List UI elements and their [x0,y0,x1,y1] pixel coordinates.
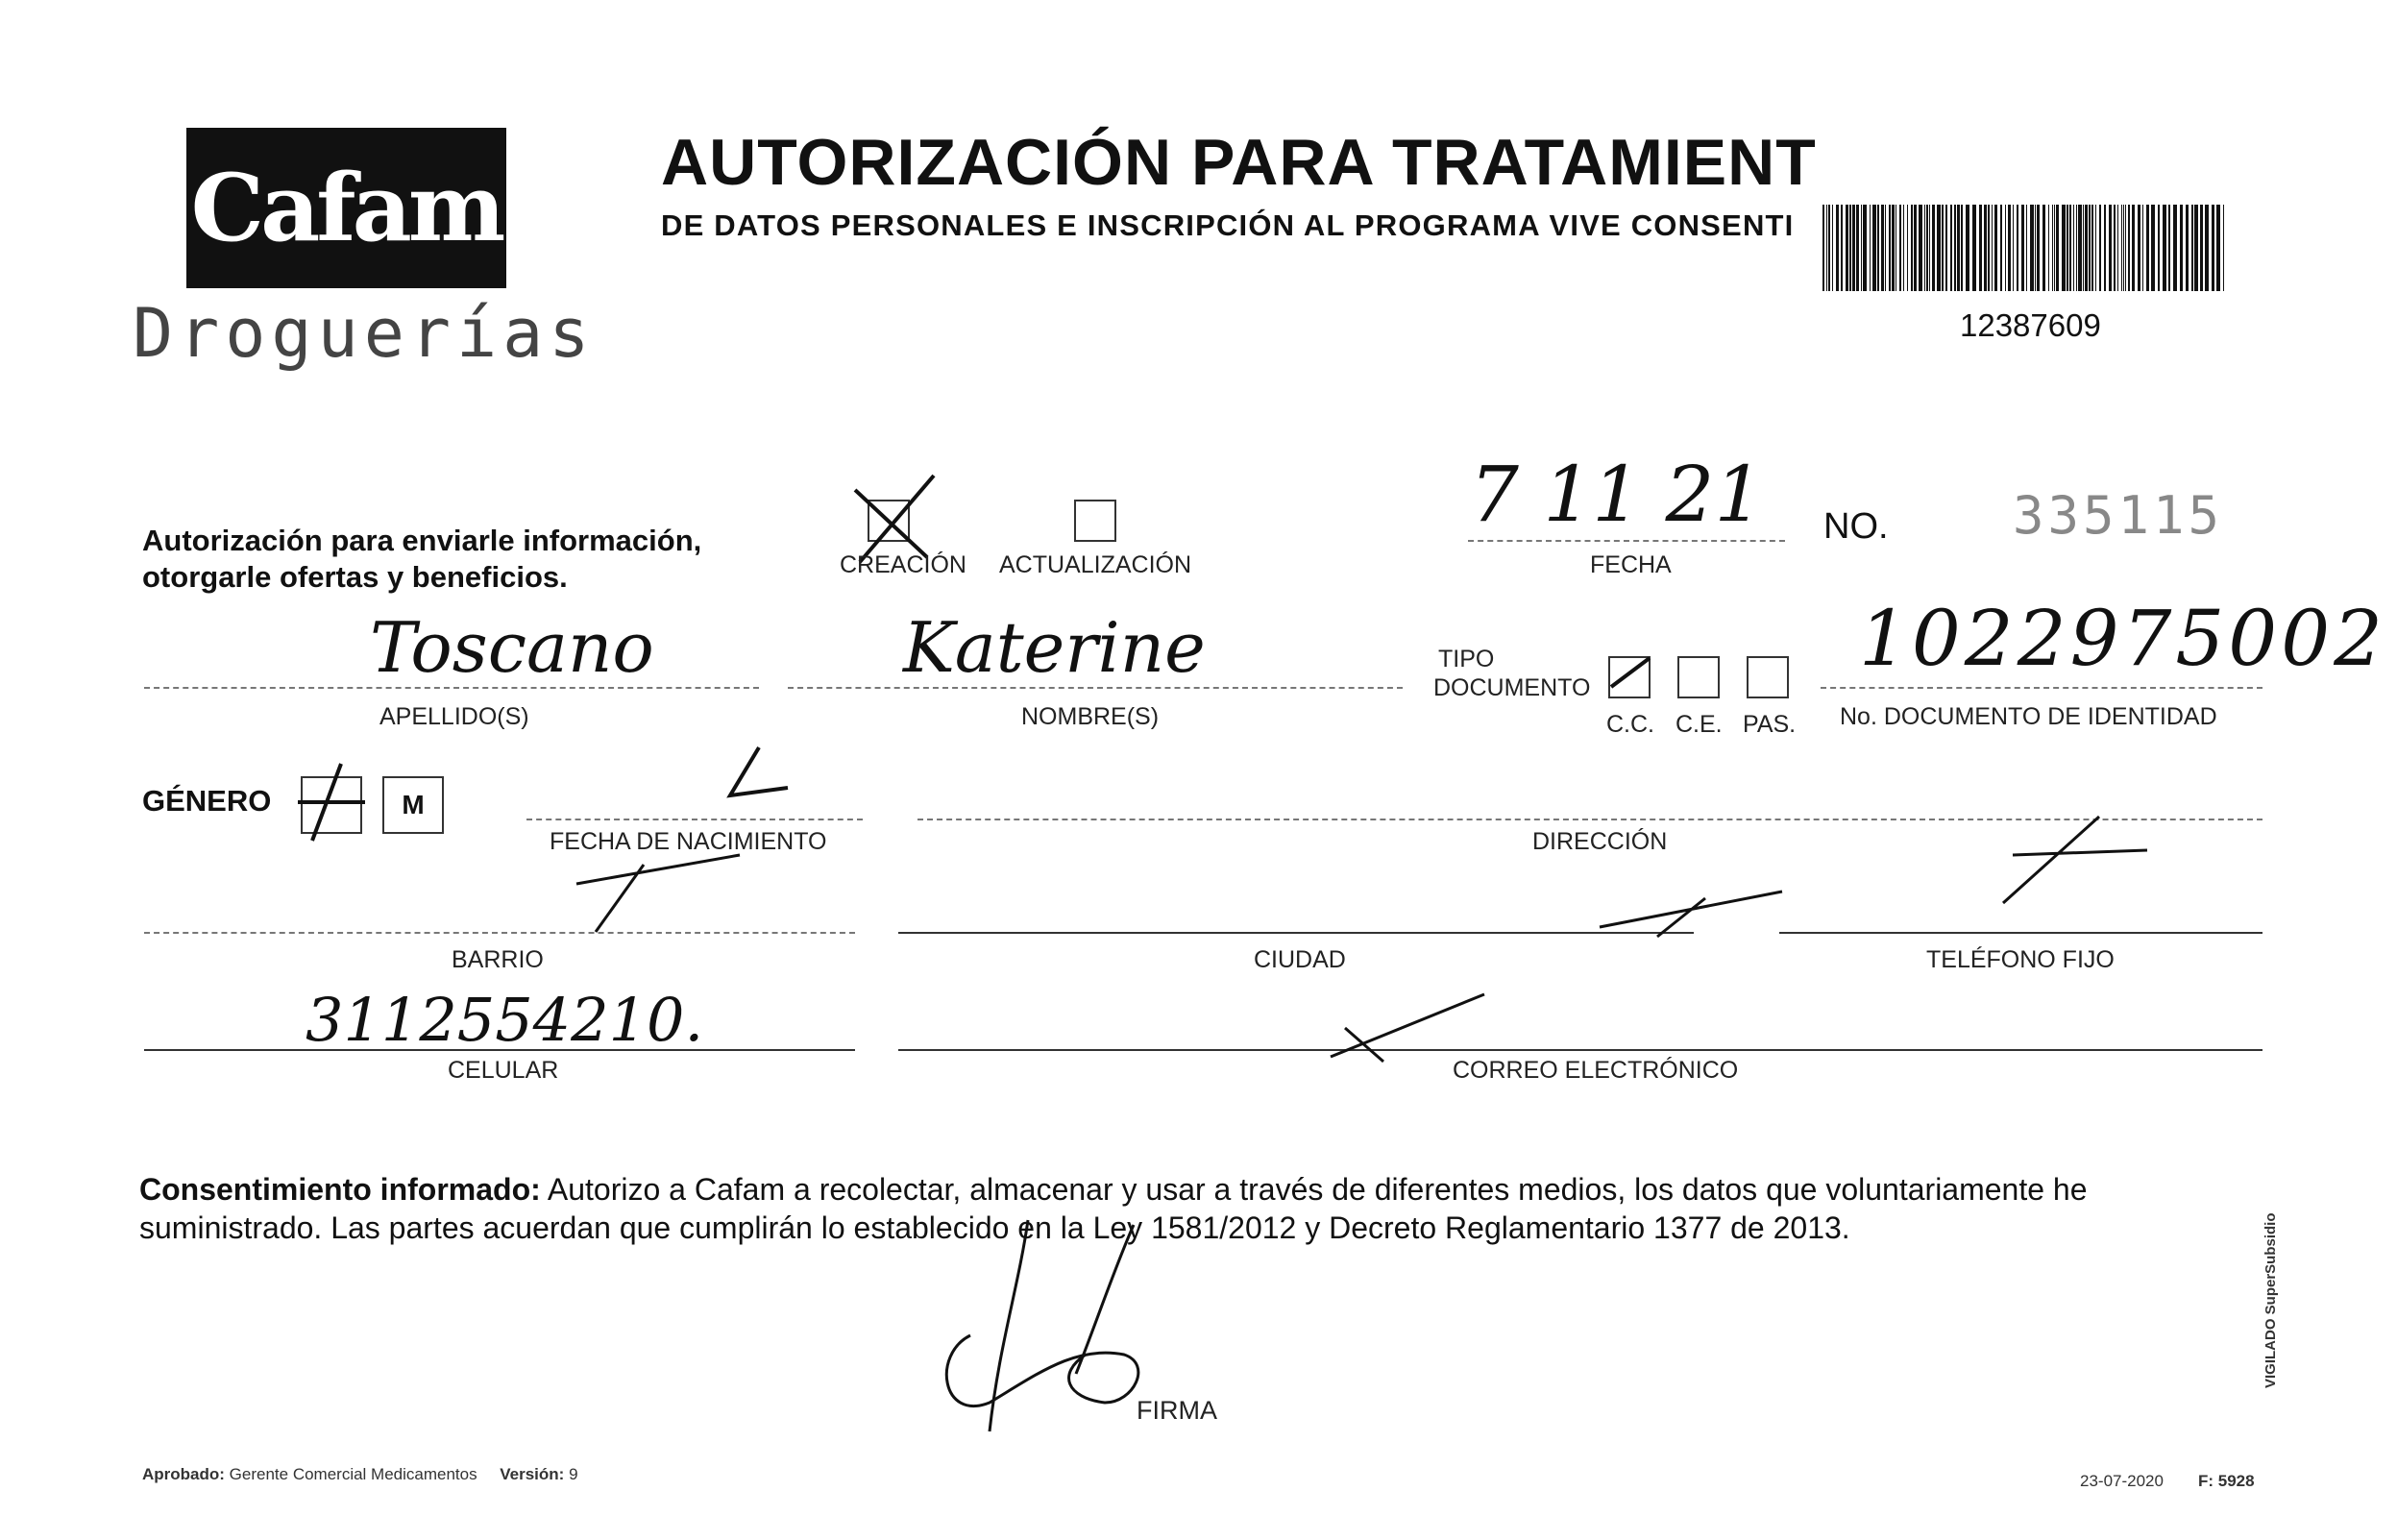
city-label: CIUDAD [1254,946,1346,973]
creation-label: CREACIÓN [840,551,966,578]
doc-number-label: No. DOCUMENTO DE IDENTIDAD [1840,703,2217,730]
vigilado-side-text: VIGILADO SuperSubsidio [2262,1212,2279,1388]
birth-date-mark [721,740,797,807]
doc-number-value: 1022975002 [1859,594,2386,683]
number-value: 335115 [2013,485,2224,546]
phone-strike [2003,807,2157,913]
name-label: NOMBRE(S) [1021,703,1160,730]
birth-date-strike [576,845,749,941]
barcode [1822,205,2226,291]
update-label: ACTUALIZACIÓN [999,551,1192,578]
neighborhood-label: BARRIO [452,946,544,973]
email-strike [1326,990,1489,1066]
pas-checkbox[interactable] [1747,656,1789,698]
form-subtitle: DE DATOS PERSONALES E INSCRIPCIÓN AL PROGRAMA VIVE CONSENTI [661,208,1795,242]
mobile-label: CELULAR [448,1057,559,1084]
mobile-value: 3112554210. [306,985,704,1055]
cc-check-mark [1606,653,1654,701]
address-label: DIRECCIÓN [1532,828,1668,855]
email-label: CORREO ELECTRÓNICO [1453,1057,1739,1084]
doc-type-label-1: TIPO [1438,646,1495,672]
consent-paragraph [139,1170,2262,1247]
signature-label: FIRMA [1137,1396,1217,1425]
barcode-number: 12387609 [1960,307,2101,343]
cc-label: C.C. [1606,711,1654,738]
footer-form-code: F: 5928 [2198,1472,2255,1490]
phone-label: TELÉFONO FIJO [1926,946,2115,973]
pas-label: PAS. [1743,711,1797,738]
gender-m-checkbox[interactable]: M [382,776,444,834]
footer-approved: Aprobado: Gerente Comercial Medicamentos Versión: 9 [142,1465,578,1483]
consent-heading: Consentimiento informado: [139,1172,541,1207]
ce-checkbox[interactable] [1677,656,1720,698]
intro-line-1: Autorización para enviarle información, [142,524,702,557]
form-title: AUTORIZACIÓN PARA TRATAMIENT [661,126,1817,199]
footer-date: 23-07-2020 [2080,1472,2164,1490]
surname-value: Toscano [370,607,654,688]
logo-subtitle: Droguerías [133,294,596,373]
intro-line-2: otorgarle ofertas y beneficios. [142,560,568,594]
doc-type-label-2: DOCUMENTO [1433,674,1591,701]
cafam-logo: Cafam [186,128,506,288]
number-label: NO. [1823,506,1889,547]
update-checkbox[interactable] [1074,500,1116,542]
gender-f-check-mark [288,759,375,845]
date-value: 7 11 21 [1470,450,1764,539]
ce-label: C.E. [1675,711,1723,738]
name-value: Katerine [903,607,1206,688]
surname-label: APELLIDO(S) [379,703,529,730]
city-strike [1600,884,1792,941]
gender-label: GÉNERO [142,784,272,818]
consent-text: Autorizo a Cafam a recolectar, almacenar y usar a través de diferentes medios, los datos que voluntariamente he suministrado. Las partes acuerdan que cumplirán lo establecido en la Ley 1581/2012 y Decreto Reglamentario 1377 de 2013. [139,1172,2088,1245]
date-label: FECHA [1590,551,1672,578]
birth-date-label: FECHA DE NACIMIENTO [550,828,827,855]
